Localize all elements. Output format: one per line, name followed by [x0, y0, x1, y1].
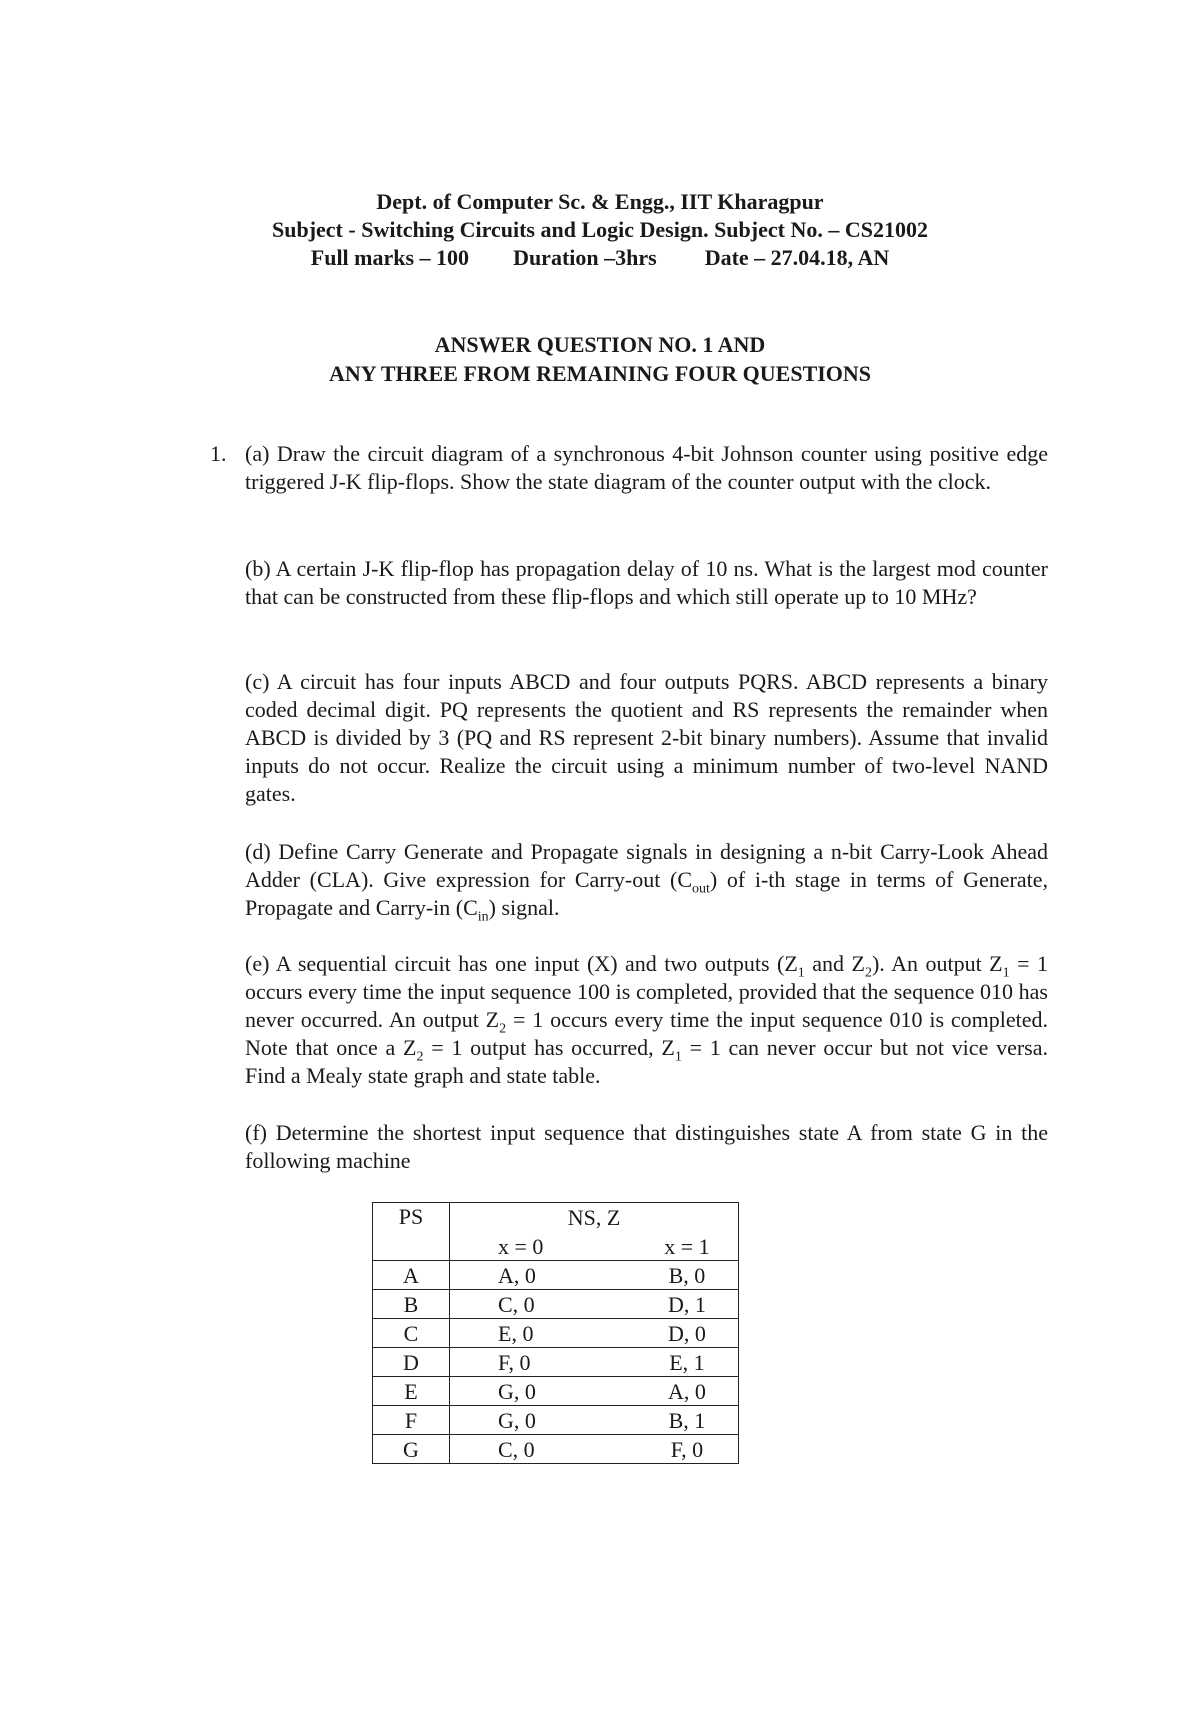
present-state-cell: G — [373, 1435, 450, 1464]
table-row — [373, 1406, 739, 1435]
next-state-x0-cell: G, 0 — [450, 1377, 636, 1406]
table-row — [373, 1377, 739, 1406]
next-state-x0-cell: E, 0 — [450, 1319, 636, 1348]
next-state-x0-cell: C, 0 — [450, 1290, 636, 1319]
question-number: 1. — [210, 441, 227, 466]
x0-header: x = 0 — [450, 1232, 636, 1261]
next-state-x1-cell: B, 1 — [636, 1406, 739, 1435]
next-state-x1-cell: E, 1 — [636, 1348, 739, 1377]
answer-instruction — [0, 330, 1200, 388]
x1-header: x = 1 — [636, 1232, 739, 1261]
next-state-x1-cell: B, 0 — [636, 1261, 739, 1290]
question-part-c: (c) A circuit has four inputs ABCD and four outputs PQRS. ABCD represents a binary coded decimal digit. PQ represents the quotient and RS represents the remainder when ABCD is divided by 3 (PQ and RS represent 2-bit binary numbers). Assume that invalid inputs do not occur. Realize the circuit using a minimum number of two-level NAND gates. — [245, 669, 1048, 806]
present-state-cell: D — [373, 1348, 450, 1377]
next-state-x0-cell: C, 0 — [450, 1435, 636, 1464]
state-table-header-row — [373, 1203, 739, 1233]
exam-header — [0, 188, 1200, 272]
question-part-a: (a) Draw the circuit diagram of a synchronous 4-bit Johnson counter using positive edge triggered J-K flip-flops. Show the state diagram of the counter output with the clock. — [245, 441, 1048, 494]
table-row — [373, 1348, 739, 1377]
department-line: Dept. of Computer Sc. & Engg., IIT Kharagpur — [376, 189, 824, 214]
question-part-d: (d) Define Carry Generate and Propagate signals in designing a n-bit Carry-Look Ahead Adder (CLA). Give expression for Carry-out $(C_{out})$ of i-th stage in terms of Generate, Propagate and Carry-in $(C_{in})$ signal. — [245, 839, 1048, 925]
exam-date: Date – 27.04.18, AN — [704, 245, 890, 270]
present-state-cell: C — [373, 1319, 450, 1348]
full-marks: Full marks – 100 — [310, 245, 470, 270]
table-row — [373, 1261, 739, 1290]
ps-header-blank — [373, 1232, 450, 1261]
table-row — [373, 1290, 739, 1319]
next-state-x0-cell: A, 0 — [450, 1261, 636, 1290]
subject-line: Subject - Switching Circuits and Logic Design. Subject No. – CS21002 — [272, 217, 928, 242]
next-state-x1-cell: F, 0 — [636, 1435, 739, 1464]
next-state-x1-cell: D, 0 — [636, 1319, 739, 1348]
present-state-cell: A — [373, 1261, 450, 1290]
next-state-x1-cell: D, 1 — [636, 1290, 739, 1319]
question-part-e: (e) A sequential circuit has one input (X) and two outputs ($Z_1$ and $Z_2$). An output $Z_1 = 1$ occurs every time the input sequence 100 is completed, provided that the sequence 010 has never occurred. An output $Z_2 = 1$ occurs every time the input sequence 010 is completed. Note that once a $Z_2 = 1$ output has occurred, $Z_1 = 1$ can never occur but not vice versa. Find a Mealy state graph and state table. — [245, 951, 1049, 1088]
duration: Duration –3hrs — [513, 245, 657, 270]
table-row — [373, 1435, 739, 1464]
question-part-b: (b) A certain J-K flip-flop has propagation delay of 10 ns. What is the largest mod counter that can be constructed from these flip-flops and which still operate up to 10 MHz? — [245, 556, 1048, 609]
next-state-x0-cell: F, 0 — [450, 1348, 636, 1377]
present-state-cell: F — [373, 1406, 450, 1435]
present-state-cell: E — [373, 1377, 450, 1406]
state-table — [372, 1202, 739, 1464]
next-state-x1-cell: A, 0 — [636, 1377, 739, 1406]
state-table-subheader-row — [373, 1232, 739, 1261]
ns-header: NS, Z — [450, 1203, 739, 1233]
instruction-line-1: ANSWER QUESTION NO. 1 AND — [434, 332, 766, 357]
ps-header: PS — [373, 1203, 450, 1233]
exam-details-line — [0, 244, 1200, 272]
instruction-line-2: ANY THREE FROM REMAINING FOUR QUESTIONS — [328, 361, 872, 386]
next-state-x0-cell: G, 0 — [450, 1406, 636, 1435]
table-row — [373, 1319, 739, 1348]
present-state-cell: B — [373, 1290, 450, 1319]
question-part-f: (f) Determine the shortest input sequence that distinguishes state A from state G in the following machine — [245, 1120, 1048, 1173]
